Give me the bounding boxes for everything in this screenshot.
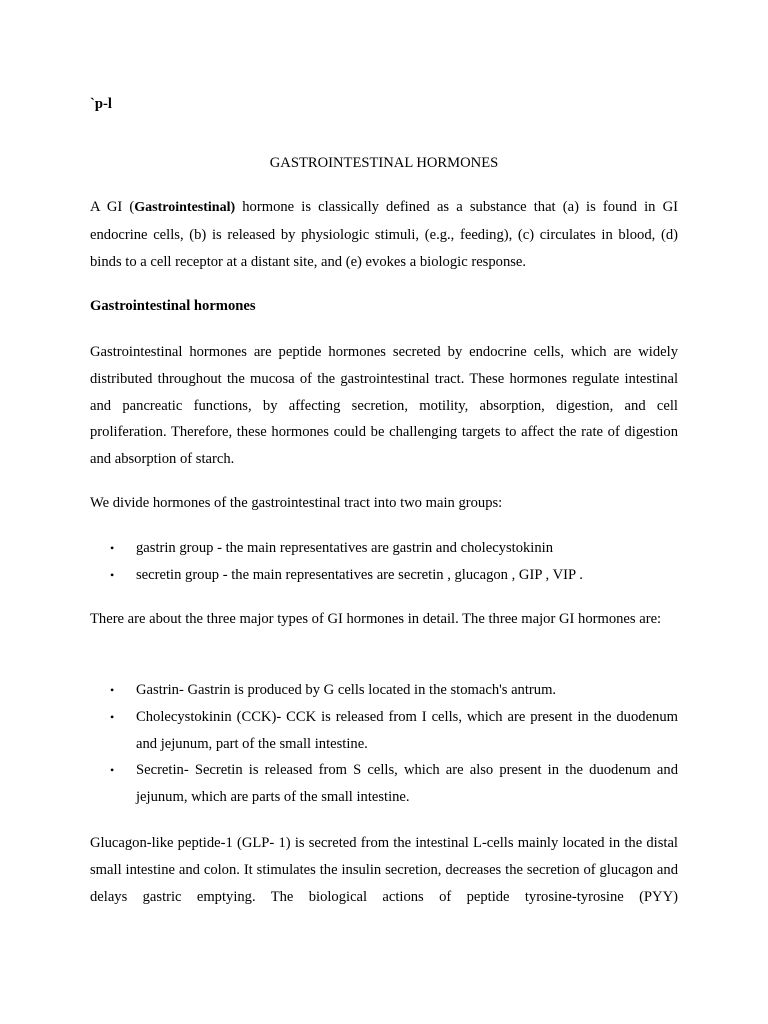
list-item-text: gastrin group - the main representatives are gastrin and cholecystokinin bbox=[136, 540, 554, 556]
list-item bbox=[90, 704, 678, 758]
intro-paragraph bbox=[90, 194, 678, 275]
bullet-icon: • bbox=[110, 683, 115, 697]
document-title: GASTROINTESTINAL HORMONES bbox=[269, 155, 499, 171]
list-item bbox=[90, 677, 678, 704]
intro-prefix: A GI ( bbox=[90, 199, 135, 215]
list-item-text: secretin group - the main representatives are secretin , glucagon , GIP , VIP . bbox=[136, 566, 583, 583]
hormone-groups-list bbox=[90, 535, 678, 589]
intro-rest: hormone is classically defined as a substance that (a) is found in GI endocrine cells, (b) is released by physiologic stimuli, (e.g., feeding), (c) circulates in blood, (d) binds to a cell receptor at a distant site, and (e) evokes a biologic response. bbox=[90, 199, 678, 270]
paragraph-1: Gastrointestinal hormones are peptide hormones secreted by endocrine cells, which are widely distributed throughout the mucosa of the gastrointestinal tract. These hormones regulate intestinal and pancreatic functions, by affecting secretion, motility, absorption, digestion, and cell proliferation. Therefore, these hormones could be challenging targets to affect the rate of digestion and absorption of starch. bbox=[90, 344, 678, 468]
list-item bbox=[90, 535, 678, 562]
bullet-icon: • bbox=[110, 567, 115, 582]
major-types-list bbox=[90, 677, 678, 811]
paragraph-3: There are about the three major types of GI hormones in detail. The three major GI hormones are: bbox=[90, 611, 662, 627]
intro-bold-term: Gastrointestinal) bbox=[134, 200, 236, 215]
page-mark: `p-l bbox=[90, 96, 112, 112]
list-item-text: Gastrin- Gastrin is produced by G cells located in the stomach's antrum. bbox=[136, 682, 557, 698]
paragraph-4: Glucagon-like peptide-1 (GLP- 1) is secreted from the intestinal L-cells mainly located in the distal small intestine and colon. It stimulates the insulin secretion, decreases the secretion of glucagon and delays gastric emptying. The biological actions of peptide tyrosine-tyrosine (PYY) bbox=[90, 835, 678, 905]
bullet-icon: • bbox=[110, 541, 115, 555]
list-item-text: Cholecystokinin (CCK)- CCK is released from I cells, which are present in the duodenum and jejunum, part of the small intestine. bbox=[136, 708, 678, 752]
list-item bbox=[90, 757, 678, 811]
paragraph-2: We divide hormones of the gastrointestinal tract into two main groups: bbox=[90, 495, 503, 511]
bullet-icon: • bbox=[110, 709, 115, 724]
list-item bbox=[90, 562, 678, 589]
list-item-text: Secretin- Secretin is released from S cells, which are also present in the duodenum and jejunum, which are parts of the small intestine. bbox=[136, 762, 678, 806]
bullet-icon: • bbox=[110, 763, 115, 778]
section-heading: Gastrointestinal hormones bbox=[90, 298, 256, 314]
